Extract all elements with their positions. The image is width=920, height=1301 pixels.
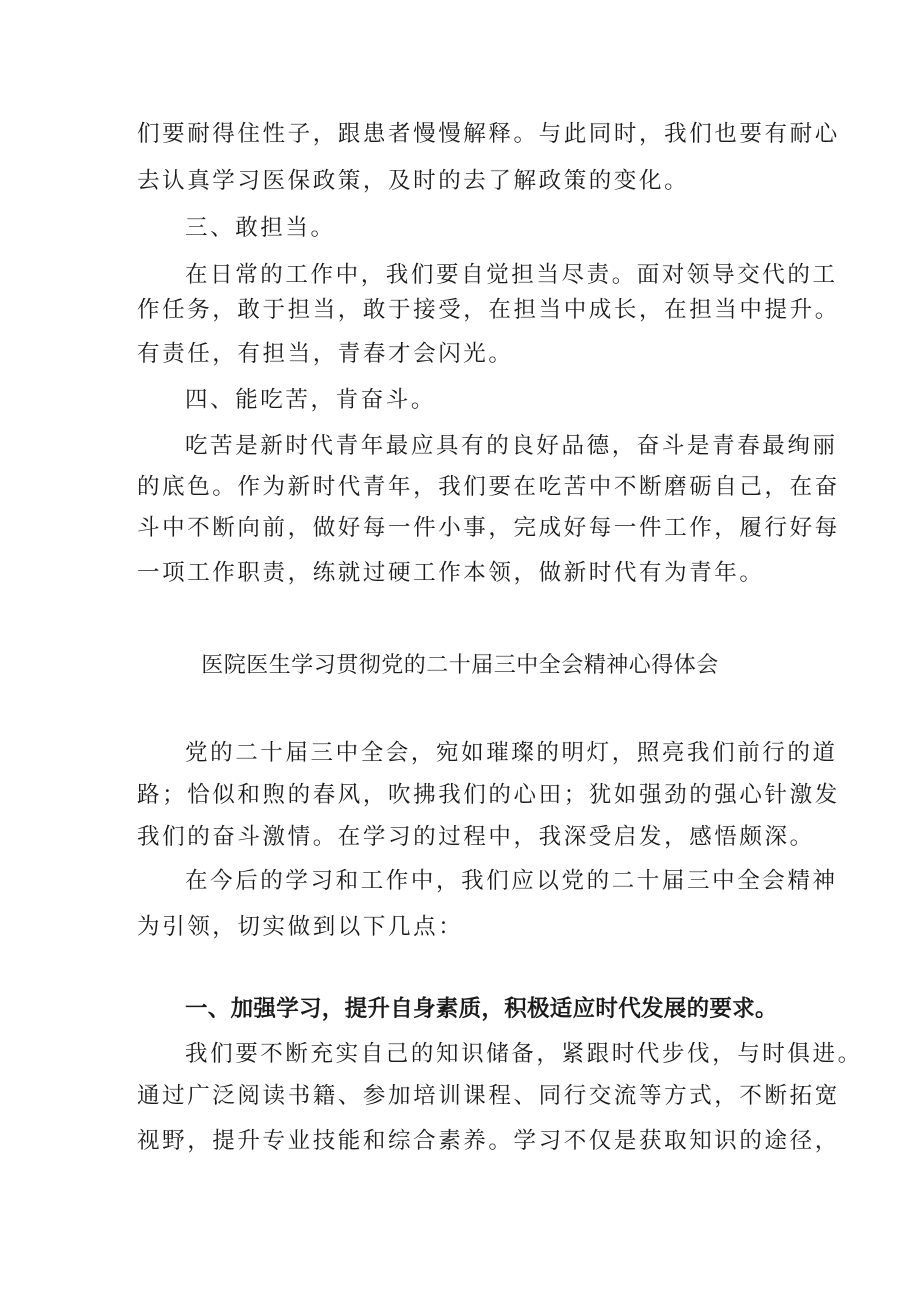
body-text-line: 们要耐得住性子，跟患者慢慢解释。与此同时，我们也要有耐心 [137,121,840,147]
body-text-line: 党的二十届三中全会，宛如璀璨的明灯，照亮我们前行的道 [185,740,838,766]
section-heading-three: 三、敢担当。 [185,215,336,241]
body-text-line: 有责任，有担当，青春才会闪光。 [137,341,514,367]
body-text-line: 一项工作职责，练就过硬工作本领，做新时代有为青年。 [137,560,765,586]
body-text-line: 为引领，切实做到以下几点： [137,914,464,940]
body-text-line: 在日常的工作中，我们要自觉担当尽责。面对领导交代的工 [185,262,838,288]
subsection-heading-one: 一、加强学习，提升自身素质，积极适应时代发展的要求。 [185,996,778,1022]
body-text-line: 吃苦是新时代青年最应具有的良好品德，奋斗是青春最绚丽 [185,433,838,459]
section-heading-four: 四、能吃苦，肯奋斗。 [185,387,437,413]
body-text-line: 通过广泛阅读书籍、参加培训课程、同行交流等方式，不断拓宽 [137,1083,840,1109]
body-text-line: 斗中不断向前，做好每一件小事，完成好每一件工作，履行好每 [137,515,840,541]
body-text-line: 我们要不断充实自己的知识储备，紧跟时代步伐，与时俱进。 [185,1041,863,1067]
body-text-line: 作任务，敢于担当，敢于接受，在担当中成长，在担当中提升。 [137,297,840,323]
article-title: 医院医生学习贯彻党的二十届三中全会精神心得体会 [201,653,719,678]
body-text-line: 视野，提升专业技能和综合素养。学习不仅是获取知识的途径， [137,1128,840,1154]
body-text-line: 我们的奋斗激情。在学习的过程中，我深受启发，感悟颇深。 [137,824,815,850]
body-text-line: 去认真学习医保政策，及时的去了解政策的变化。 [137,168,690,194]
body-text-line: 在今后的学习和工作中，我们应以党的二十届三中全会精神 [185,868,838,894]
body-text-line: 路；恰似和煦的春风，吹拂我们的心田；犹如强劲的强心针激发 [137,782,840,808]
body-text-line: 的底色。作为新时代青年，我们要在吃苦中不断磨砺自己，在奋 [137,474,840,500]
